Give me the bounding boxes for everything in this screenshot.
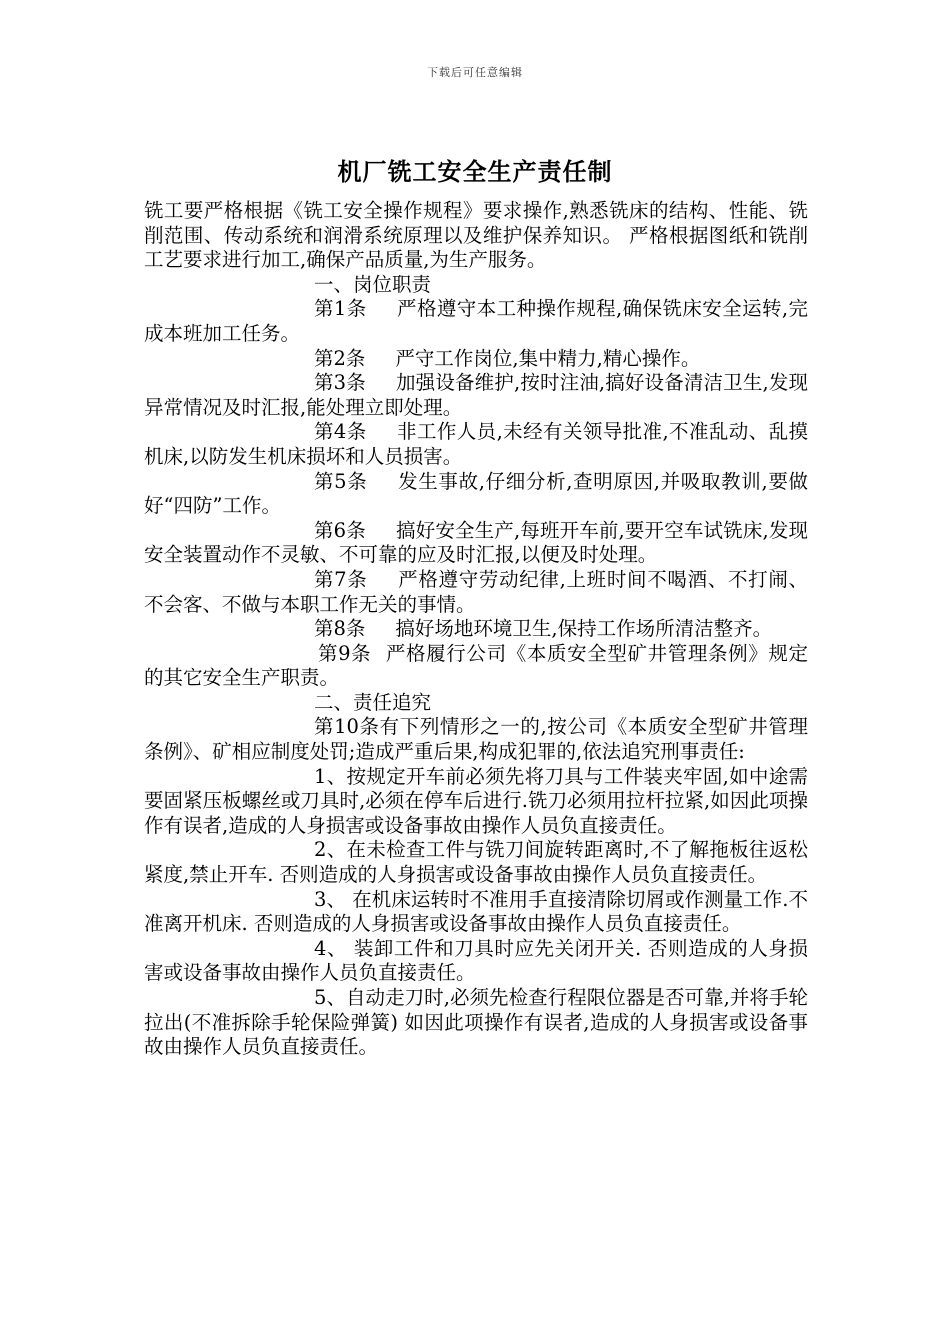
article-7: [144, 568, 808, 617]
article-label: 第8条: [314, 617, 366, 641]
article-10: 第10条有下列情形之一的,按公司《本质安全型矿井管理条例》、矿相应制度处罚;造成严重后果,构成犯罪的,依法追究刑事责任:: [144, 715, 808, 764]
article-8: [144, 617, 808, 642]
article-text: 非工作人员,未经有关领导批准,不准乱动、乱摸机床,以防发生机床损坏和人员损害。: [144, 420, 808, 468]
article-label: 第3条: [314, 371, 366, 395]
intro-paragraph: 铣工要严格根据《铣工安全操作规程》要求操作,熟悉铣床的结构、性能、铣削范围、传动系统和润滑系统原理以及维护保养知识。 严格根据图纸和铣削工艺要求进行加工,确保产品质量,为生产服务。: [144, 199, 808, 272]
article-5: [144, 470, 808, 519]
article-label: 第6条: [314, 518, 366, 542]
section-heading-accountability: 二、责任追究: [314, 690, 432, 714]
article-label: 第1条: [314, 297, 367, 321]
article-6: [144, 519, 808, 568]
article-label: 第4条: [314, 420, 367, 444]
item-4: 4、 装卸工件和刀具时应先关闭开关. 否则造成的人身损害或设备事故由操作人员负直接责任。: [144, 936, 808, 985]
article-text: 严格遵守劳动纪律,上班时间不喝酒、不打闹、不会客、不做与本职工作无关的事情。: [144, 567, 808, 616]
article-text: 搞好场地环境卫生,保持工作场所清洁整齐。: [395, 617, 773, 641]
article-text: 搞好安全生产,每班开车前,要开空车试铣床,发现安全装置动作不灵敏、不可靠的应及时汇报,以便及时处理。: [144, 518, 808, 567]
article-4: [144, 420, 808, 469]
header-note: 下载后可任意编辑: [427, 66, 523, 79]
article-9: [144, 642, 808, 691]
item-2: 2、在未检查工件与铣刀间旋转距离时,不了解拖板往返松紧度,禁止开车. 否则造成的人身损害或设备事故由操作人员负直接责任。: [144, 838, 808, 887]
article-text: 加强设备维护,按时注油,搞好设备清洁卫生,发现异常情况及时汇报,能处理立即处理。: [144, 371, 808, 419]
article-text: 发生事故,仔细分析,查明原因,并吸取教训,要做好“四防”工作。: [144, 469, 808, 518]
item-3: 3、 在机床运转时不准用手直接清除切屑或作测量工作.不准离开机床. 否则造成的人身损害或设备事故由操作人员负直接责任。: [144, 887, 808, 936]
article-label: 第9条: [318, 641, 372, 665]
article-text: 严格遵守本工种操作规程,确保铣床安全运转,完成本班加工任务。: [144, 297, 808, 345]
article-text: 严守工作岗位,集中精力,精心操作。: [395, 346, 701, 370]
article-3: [144, 371, 808, 420]
section-heading-duties: 一、岗位职责: [314, 272, 432, 296]
document-body: [144, 199, 808, 1060]
article-2: [144, 347, 808, 372]
item-1: 1、按规定开车前必须先将刀具与工件装夹牢固,如中途需要固紧压板螺丝或刀具时,必须在停车后进行.铣刀必须用拉杆拉紧,如因此项操作有误者,造成的人身损害或设备事故由操作人员负直接责任。: [144, 764, 808, 837]
article-text: 严格履行公司《本质安全型矿井管理条例》规定的其它安全生产职责。: [144, 641, 808, 690]
article-1: [144, 297, 808, 346]
document-title: 机厂铣工安全生产责任制: [337, 157, 613, 186]
article-label: 第5条: [314, 469, 368, 493]
article-label: 第2条: [314, 346, 366, 370]
item-5: 5、自动走刀时,必须先检查行程限位器是否可靠,并将手轮拉出(不准拆除手轮保险弹簧) 如因此项操作有误者,造成的人身损害或设备事故由操作人员负直接责任。: [144, 986, 808, 1059]
article-label: 第7条: [314, 567, 368, 591]
